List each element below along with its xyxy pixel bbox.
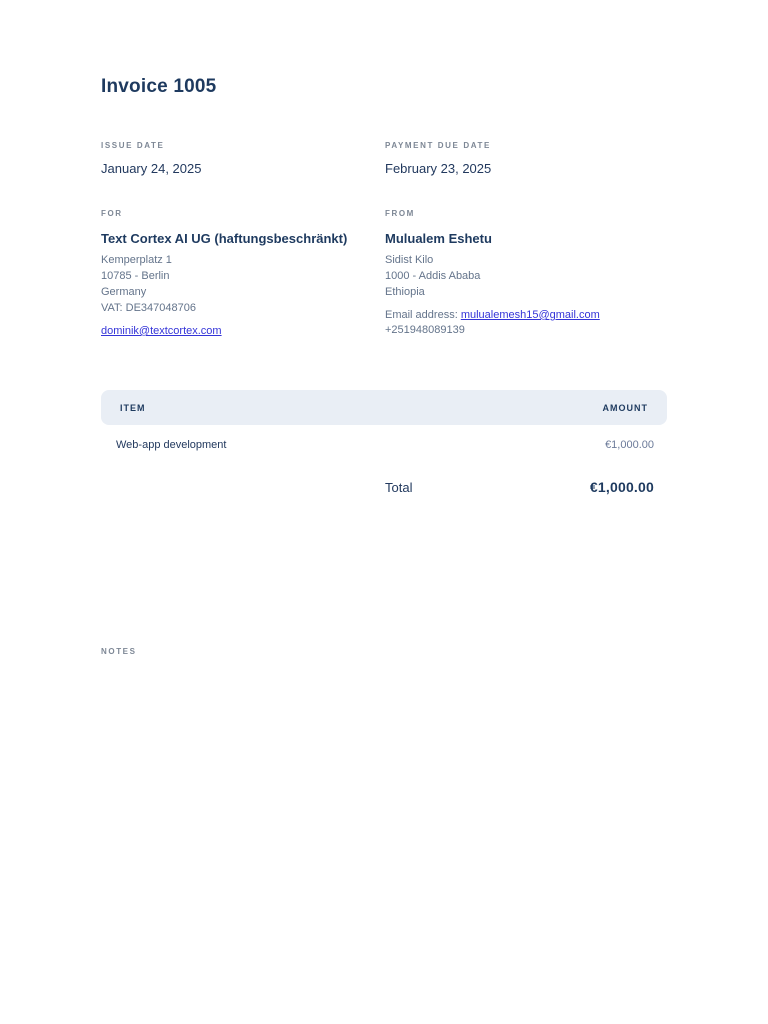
sender-email-prefix: Email address: [385,309,461,321]
total-label: Total [385,480,413,495]
item-amount: €1,000.00 [605,439,654,451]
bill-to-email-link[interactable]: dominik@textcortex.com [101,325,222,337]
invoice-content [101,0,667,657]
invoice-title: Invoice 1005 [101,76,217,97]
address-line: VAT: DE347048706 [101,302,196,314]
issue-date-value: January 24, 2025 [101,161,202,176]
parties-section [101,209,667,338]
dates-section [101,141,667,177]
total-amount: €1,000.00 [589,479,654,495]
address-line: Ethiopia [385,286,425,298]
bill-to-section [101,209,385,338]
bill-to-name: Text Cortex AI UG (haftungsbeschränkt) [101,231,348,246]
bill-to-label: FOR [101,209,123,218]
issue-date-label: ISSUE DATE [101,141,165,150]
sender-email-row [385,309,667,322]
address-line: Sidist Kilo [385,254,434,266]
items-table [101,390,667,496]
sender-label: FROM [385,209,415,218]
sender-section [385,209,667,338]
notes-label: NOTES [101,647,137,656]
items-table-header [101,390,667,425]
sender-email-link[interactable]: mulualemesh15@gmail.com [460,309,600,321]
payment-due-date-value: February 23, 2025 [385,161,492,176]
sender-address [385,252,667,300]
table-row [101,425,667,452]
bill-to-address [101,252,385,316]
payment-due-date-label: PAYMENT DUE DATE [385,141,491,150]
address-line: Kemperplatz 1 [101,254,172,266]
notes-section [101,647,667,657]
sender-phone: +251948089139 [385,324,465,336]
sender-name: Mulualem Eshetu [385,231,492,246]
item-column-header: ITEM [120,402,146,413]
issue-date-block [101,141,385,177]
item-name: Web-app development [116,439,227,451]
address-line: 10785 - Berlin [101,270,170,282]
address-line: 1000 - Addis Ababa [385,270,481,282]
amount-column-header: AMOUNT [602,402,648,413]
address-line: Germany [101,286,147,298]
bill-to-email-row [101,325,385,338]
payment-due-date-block [385,141,667,177]
total-row [101,479,667,496]
